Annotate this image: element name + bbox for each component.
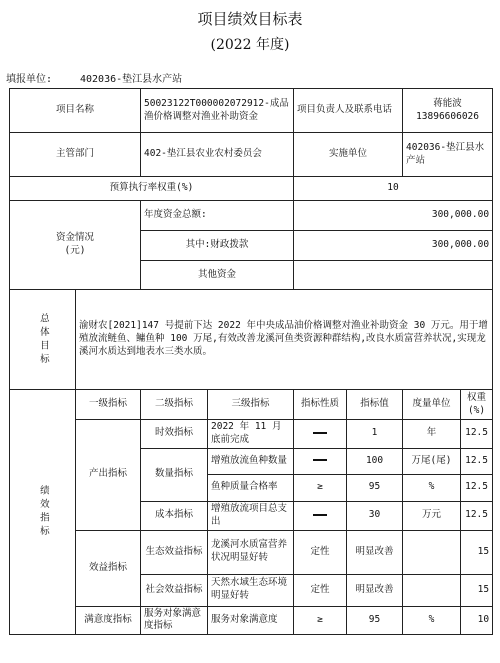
- header-weight: 权重(%): [461, 390, 493, 420]
- funds-label-line2: (元): [64, 245, 86, 256]
- row-unit: 万尾(尾): [403, 448, 461, 474]
- funds-fiscal-label: 其中:财政拨款: [141, 231, 294, 261]
- row-unit: [403, 530, 461, 574]
- dash-mark: [313, 459, 327, 461]
- project-name-label: 项目名称: [10, 89, 141, 133]
- row-unit: 万元: [403, 501, 461, 530]
- l1-output: 产出指标: [76, 420, 141, 531]
- project-name-value: 50023122T000002072912-成品渔价格调整对渔业补助资金: [141, 89, 294, 133]
- row-nature: 定性: [294, 574, 347, 606]
- row-l3: 龙溪河水质富营养状况明显好转: [208, 530, 294, 574]
- perf-section-cell: [10, 390, 76, 635]
- budget-weight-value: 10: [294, 177, 493, 201]
- row-perf-header: [10, 390, 493, 420]
- row-l3: 鱼种质量合格率: [208, 474, 294, 501]
- funds-fiscal-value: 300,000.00: [294, 231, 493, 261]
- row-unit: [403, 574, 461, 606]
- project-owner-phone: 13896606026: [416, 110, 479, 122]
- row-value: 100: [347, 448, 403, 474]
- header-unit: 度量单位: [403, 390, 461, 420]
- row-nature: ≥: [294, 474, 347, 501]
- goal-text: 渝财农[2021]147 号提前下达 2022 年中央成品油价格调整对渔业补助资金 30 万元。用于增殖放流鲢鱼、鳙鱼种 100 万尾,有效改善龙溪河鱼类资源种群结构,改良水质富营养状况,实现龙溪河水质达到地表水三类水质。: [76, 290, 493, 390]
- budget-weight-label: 预算执行率权重(%): [10, 177, 294, 201]
- row-value: 95: [347, 474, 403, 501]
- row-value: 95: [347, 606, 403, 635]
- row-weight: 12.5: [461, 448, 493, 474]
- project-owner-name: 蒋能波: [433, 97, 462, 109]
- document-title: 项目绩效目标表: [197, 10, 303, 28]
- header-l1: 一级指标: [76, 390, 141, 420]
- row-nature: ≥: [294, 606, 347, 635]
- row-unit: 年: [403, 420, 461, 449]
- row-project-name: [10, 89, 493, 133]
- l2-time: 时效指标: [141, 420, 208, 449]
- header-l3: 三级指标: [208, 390, 294, 420]
- row-nature: [294, 448, 347, 474]
- row-l3: 增殖放流鱼种数量: [208, 448, 294, 474]
- exec-label: 实施单位: [294, 133, 403, 177]
- dept-value: 402-垫江县农业农村委员会: [141, 133, 294, 177]
- row-l3: 服务对象满意度: [208, 606, 294, 635]
- perf-section-label: 绩效指标: [37, 485, 49, 540]
- filler-line: [6, 70, 182, 85]
- row-l3: 2022 年 11 月底前完成: [208, 420, 294, 449]
- funds-total-label: 年度资金总额:: [141, 201, 294, 231]
- row-unit: %: [403, 474, 461, 501]
- row-weight: 12.5: [461, 420, 493, 449]
- row-nature: 定性: [294, 530, 347, 574]
- header-l2: 二级指标: [141, 390, 208, 420]
- goal-label: 总体目标: [37, 312, 49, 367]
- row-department: [10, 133, 493, 177]
- l1-benefit: 效益指标: [76, 530, 141, 606]
- dash-mark: [313, 432, 327, 434]
- l2-service: 服务对象满意度指标: [141, 606, 208, 635]
- funds-total-value: 300,000.00: [294, 201, 493, 231]
- filler-label: 填报单位:: [6, 74, 53, 85]
- header-value: 指标值: [347, 390, 403, 420]
- exec-value: 402036-垫江县水产站: [403, 133, 493, 177]
- row-unit: %: [403, 606, 461, 635]
- dash-mark: [313, 514, 327, 516]
- dept-label: 主管部门: [10, 133, 141, 177]
- l2-social: 社会效益指标: [141, 574, 208, 606]
- l2-quantity: 数量指标: [141, 448, 208, 501]
- performance-table: [9, 88, 493, 635]
- row-value: 明显改善: [347, 574, 403, 606]
- l2-cost: 成本指标: [141, 501, 208, 530]
- funds-other-value: [294, 261, 493, 290]
- row-weight: 12.5: [461, 474, 493, 501]
- funds-label-line1: 资金情况: [56, 232, 95, 244]
- row-value: 明显改善: [347, 530, 403, 574]
- row-l3: 增殖放流项目总支出: [208, 501, 294, 530]
- row-value: 1: [347, 420, 403, 449]
- project-owner-cell: [403, 89, 493, 133]
- row-value: 30: [347, 501, 403, 530]
- l1-satisfaction: 满意度指标: [76, 606, 141, 635]
- row-budget-weight: [10, 177, 493, 201]
- row-l3: 天然水域生态环境明显好转: [208, 574, 294, 606]
- document-year: (2022 年度): [210, 37, 290, 53]
- header-nature: 指标性质: [294, 390, 347, 420]
- row-weight: 15: [461, 530, 493, 574]
- table-row: [10, 606, 493, 635]
- funds-other-label: 其他资金: [141, 261, 294, 290]
- filler-value: 402036-垫江县水产站: [80, 74, 183, 85]
- row-weight: 12.5: [461, 501, 493, 530]
- table-row: [10, 530, 493, 574]
- row-weight: 10: [461, 606, 493, 635]
- table-row: [10, 420, 493, 449]
- funds-label: [10, 201, 141, 290]
- row-nature: [294, 420, 347, 449]
- l2-eco: 生态效益指标: [141, 530, 208, 574]
- goal-label-cell: [10, 290, 76, 390]
- row-overall-goal: [10, 290, 493, 390]
- row-funds-total: [10, 201, 493, 231]
- project-owner-label: 项目负责人及联系电话: [294, 89, 403, 133]
- row-weight: 15: [461, 574, 493, 606]
- row-nature: [294, 501, 347, 530]
